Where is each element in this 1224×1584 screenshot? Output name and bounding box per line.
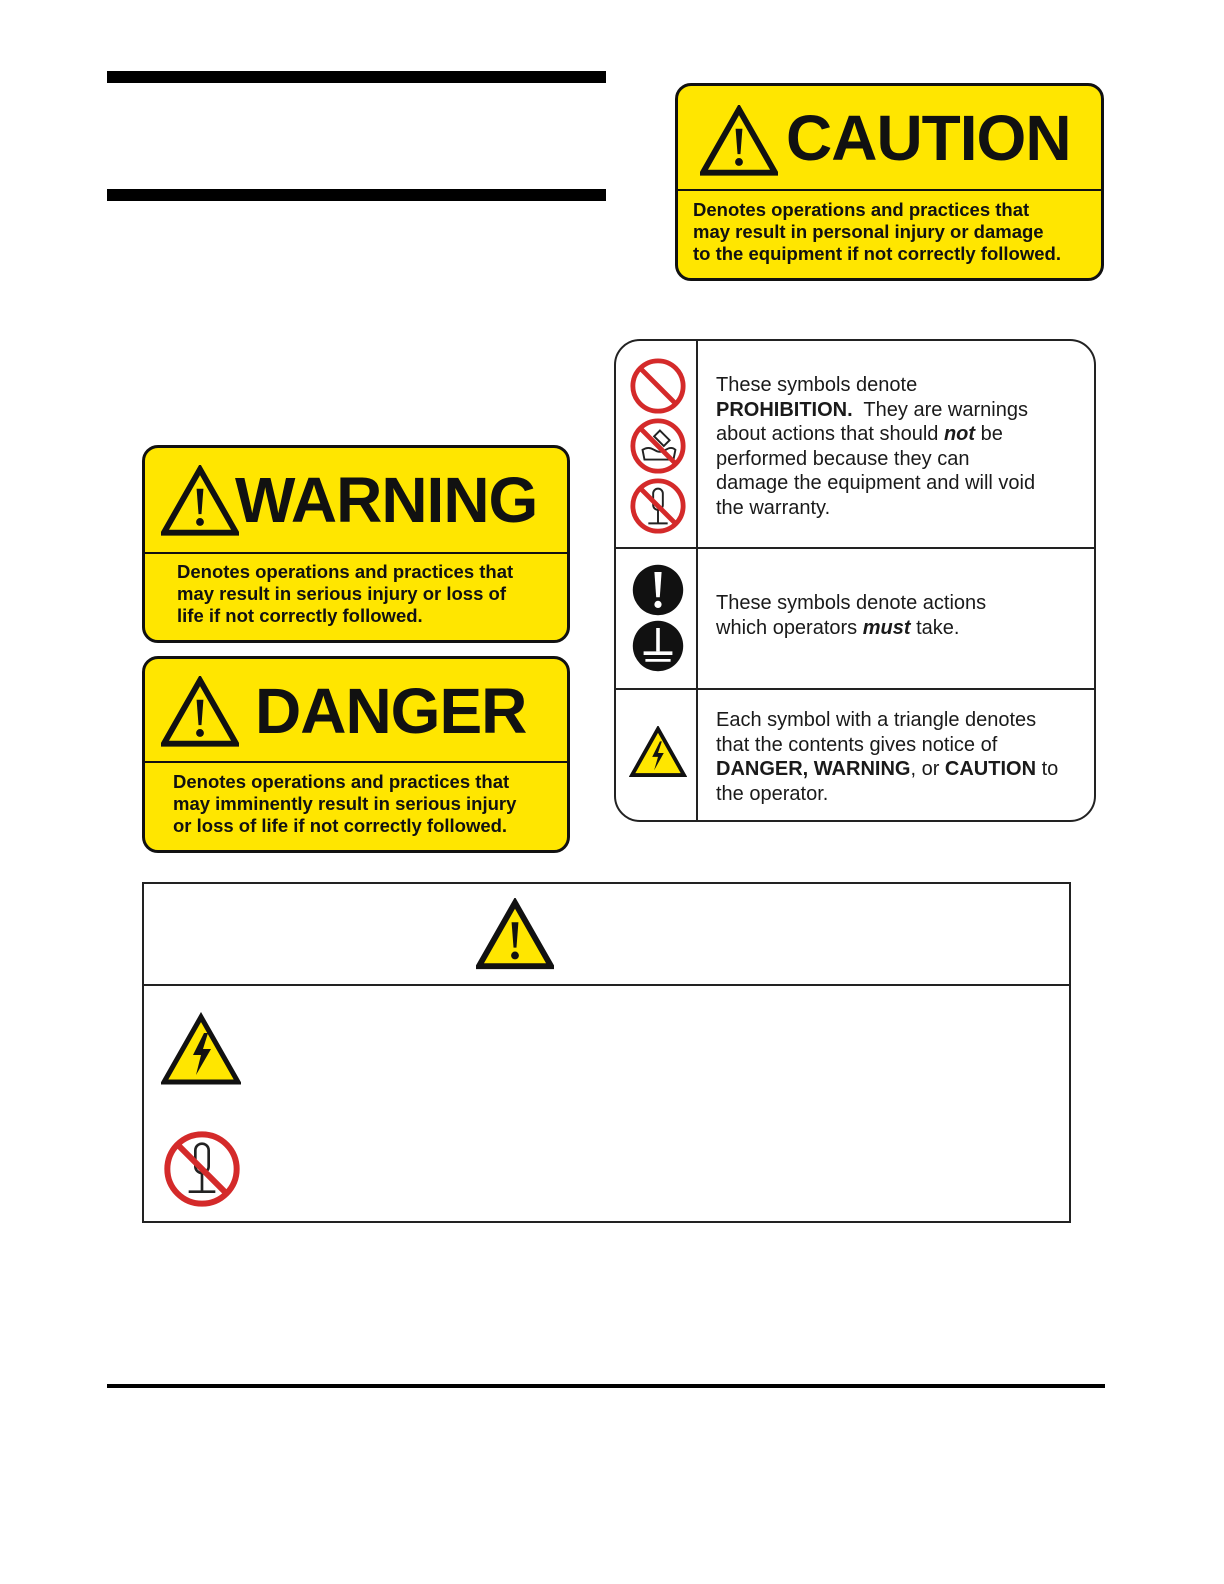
triangle-description <box>716 708 1086 806</box>
symbol-legend-table <box>614 339 1096 822</box>
warning-triangle-icon <box>700 105 778 176</box>
mandatory-line <box>716 616 1086 641</box>
legend-row-divider-2 <box>616 688 1094 690</box>
prohibition-line: the warranty. <box>716 496 831 519</box>
triangle-line: Each symbol with a triangle denotes <box>716 709 1037 731</box>
prohibition-emphasis: not <box>943 423 976 445</box>
no-water-icon <box>629 417 687 475</box>
mandatory-line-post: take. <box>910 616 960 639</box>
warning-triangle-icon <box>161 676 239 747</box>
triangle-line-post: to <box>1036 758 1059 780</box>
high-voltage-icon <box>629 726 687 778</box>
legend-row-divider-1 <box>616 547 1094 549</box>
prohibition-line: performed because they can <box>716 447 970 470</box>
warning-title: WARNING <box>235 464 538 536</box>
warning-triangle-icon <box>476 898 554 970</box>
prohibition-keyword: PROHIBITION. <box>716 398 853 421</box>
no-disassembly-icon <box>162 1129 242 1209</box>
footer-rule <box>107 1384 1105 1388</box>
exclamation-circle-icon <box>631 563 685 617</box>
prohibition-line-pre: about actions that should <box>716 423 944 445</box>
prohibition-line-post: be <box>975 423 1003 445</box>
prohibition-line <box>716 398 1086 423</box>
triangle-separator: , or <box>910 758 945 780</box>
warning-sign <box>142 445 570 643</box>
triangle-keyword-caution: CAUTION <box>944 758 1037 780</box>
mandatory-line-pre: which operators <box>716 616 863 639</box>
no-disassembly-icon <box>629 477 687 535</box>
triangle-line: the operator. <box>716 782 829 805</box>
safety-notice-box <box>142 882 1071 1223</box>
danger-sign <box>142 656 570 853</box>
warning-triangle-icon <box>161 465 239 536</box>
caution-title: CAUTION <box>786 102 1071 174</box>
caution-sign-header <box>678 86 1101 191</box>
prohibition-line: These symbols denote <box>716 374 918 396</box>
no-entry-icon <box>629 357 687 415</box>
prohibition-line <box>716 422 1086 447</box>
triangle-line <box>716 757 1086 782</box>
danger-description: Denotes operations and practices that may imminently result in serious injury or loss of life if not correctly followed. <box>173 771 517 836</box>
prohibition-line-rest: They are warnings <box>852 398 1028 421</box>
safety-notice-divider <box>144 984 1069 986</box>
mandatory-line: These symbols denote actions <box>716 592 987 614</box>
mandatory-emphasis: must <box>862 616 911 639</box>
caution-sign <box>675 83 1104 281</box>
triangle-keyword-danger-warning: DANGER, WARNING <box>716 758 911 780</box>
header-rule-top <box>107 71 606 83</box>
mandatory-description <box>716 591 1086 640</box>
header-rule-bottom <box>107 189 606 201</box>
warning-description: Denotes operations and practices that may result in serious injury or loss of life if not correctly followed. <box>177 561 514 626</box>
danger-sign-header <box>145 659 567 763</box>
legend-column-divider <box>696 341 698 820</box>
high-voltage-icon <box>161 1012 241 1086</box>
danger-title: DANGER <box>255 675 527 747</box>
warning-sign-header <box>145 448 567 554</box>
prohibition-description <box>716 373 1086 520</box>
triangle-line: that the contents gives notice of <box>716 733 998 756</box>
ground-connection-icon <box>631 619 685 673</box>
caution-description: Denotes operations and practices that may result in personal injury or damage to the equipment if not correctly followed. <box>693 199 1061 264</box>
prohibition-line: damage the equipment and will void <box>716 472 1036 494</box>
